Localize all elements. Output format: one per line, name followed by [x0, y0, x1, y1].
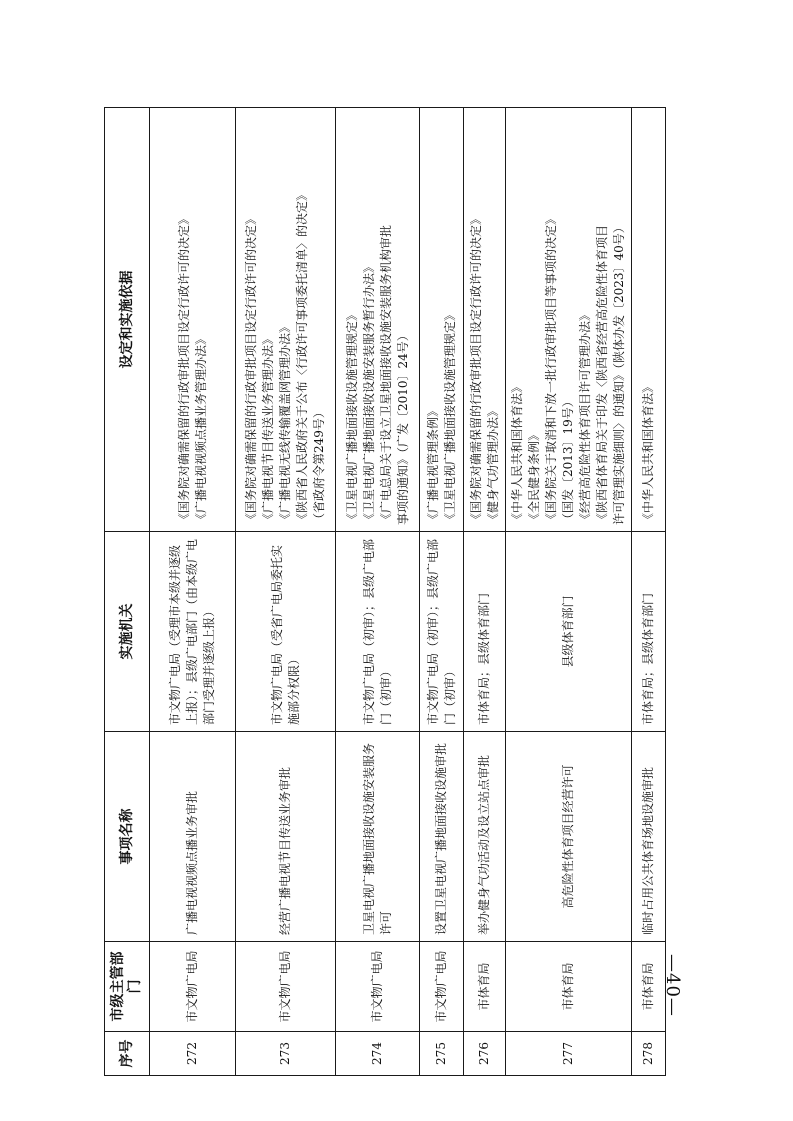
table-row	[236, 108, 336, 1076]
basis-line: 《健身气功管理办法》	[485, 404, 500, 525]
basis-line: 《卫星电视广播地面接收设施管理规定》	[442, 308, 457, 525]
header-dept: 市级主管部门	[105, 942, 150, 1032]
row-seq: 273	[236, 1032, 336, 1076]
row-seq: 275	[420, 1032, 464, 1076]
row-basis	[236, 108, 336, 532]
row-agency: 市文物广电局（初审）；县级广电部门（初审）	[336, 532, 420, 732]
row-item: 广播电视视频点播业务审批	[150, 732, 236, 942]
basis-line: 《国务院对确需保留的行政审批项目设定行政许可的决定》	[176, 212, 191, 525]
basis-line: 《中华人民共和国体育法》	[641, 380, 655, 525]
basis-line: 《国务院对确需保留的行政审批项目设定行政许可的决定》	[468, 212, 483, 525]
basis-line: 《全民健身条例》	[527, 428, 541, 525]
basis-line: 《国务院关于取消和下放一批行政审批项目等事项的决定》	[544, 212, 558, 525]
row-seq: 272	[150, 1032, 236, 1076]
row-agency: 市文物广电局（受省广电局委托实施部分权限）	[236, 532, 336, 732]
row-item: 临时占用公共体育场地设施审批	[632, 732, 666, 942]
table-row	[632, 108, 666, 1076]
header-item: 事项名称	[105, 732, 150, 942]
basis-line: 《广播电视无线传输覆盖网管理办法》	[278, 320, 292, 525]
row-dept: 市体育局	[464, 942, 506, 1032]
row-agency: 市体育局；县级体育部门	[464, 532, 506, 732]
row-basis	[506, 108, 632, 532]
row-basis	[464, 108, 506, 532]
row-dept: 市体育局	[506, 942, 632, 1032]
table-header-row	[105, 108, 150, 1076]
row-agency: 市体育局；县级体育部门	[632, 532, 666, 732]
row-dept: 市文物广电局	[420, 942, 464, 1032]
basis-line: 《国务院对确需保留的行政审批项目设定行政许可的决定》	[244, 212, 258, 525]
row-dept: 市文物广电局	[236, 942, 336, 1032]
basis-line: 《中华人民共和国体育法》	[510, 380, 524, 525]
basis-line: 《卫星电视广播地面接收设施管理规定》	[344, 308, 359, 525]
basis-line: 许可管理实施细则〉的通知》（陕体办发〔2023〕40号）	[612, 221, 626, 525]
basis-line: 《广播电视管理条例》	[425, 404, 440, 525]
row-item: 高危险性体育项目经营许可	[506, 732, 632, 942]
row-agency: 市文物广电局（受理市本级并逐级上报）；县级广电部门（由本级广电部门受理并逐级上报）	[150, 532, 236, 732]
basis-line: （省政府令第249号）	[312, 406, 326, 525]
basis-line: 《陕西省体育局关于印发〈陕西省经营高危险性体育项目	[595, 224, 609, 525]
basis-line: 《广播电视节目传送业务管理办法》	[261, 332, 275, 525]
basis-line: （国发〔2013〕19号）	[561, 395, 575, 525]
row-basis	[632, 108, 666, 532]
header-basis: 设定和实施依据	[105, 108, 150, 532]
table-row	[336, 108, 420, 1076]
row-dept: 市文物广电局	[150, 942, 236, 1032]
table-row	[420, 108, 464, 1076]
basis-line: 《经营高危险性体育项目许可管理办法》	[578, 308, 592, 525]
table-row	[150, 108, 236, 1076]
row-dept: 市文物广电局	[336, 942, 420, 1032]
basis-line: 《广电总局关于设立卫星地面接收设施安装服务机构审批	[378, 224, 393, 525]
row-basis	[420, 108, 464, 532]
rotated-table-wrapper	[104, 108, 664, 1076]
row-item: 设置卫星电视广播地面接收设施审批	[420, 732, 464, 942]
row-item: 卫星电视广播地面接收设施安装服务许可	[336, 732, 420, 942]
row-agency: 县级体育部门	[506, 532, 632, 732]
row-agency: 市文物广电局（初审）；县级广电部门（初审）	[420, 532, 464, 732]
row-basis	[150, 108, 236, 532]
basis-line: 事项的通知》（广发〔2010〕24号）	[395, 329, 410, 525]
header-agency: 实施机关	[105, 532, 150, 732]
row-dept: 市体育局	[632, 942, 666, 1032]
header-seq: 序号	[105, 1032, 150, 1076]
row-item: 举办健身气功活动及设立站点审批	[464, 732, 506, 942]
table-row	[464, 108, 506, 1076]
row-item: 经营广播电视节目传送业务审批	[236, 732, 336, 942]
basis-line: 《卫星电视广播地面接收设施安装服务暂行办法》	[361, 260, 376, 525]
approval-items-table	[104, 107, 666, 1076]
table-row	[506, 108, 632, 1076]
row-seq: 277	[506, 1032, 632, 1076]
basis-line: 《陕西省人民政府关于公布〈行政许可事项委托清单〉的决定》	[295, 188, 309, 525]
row-seq: 274	[336, 1032, 420, 1076]
row-basis	[336, 108, 420, 532]
row-seq: 278	[632, 1032, 666, 1076]
basis-line: 《广播电视视频点播业务管理办法》	[193, 332, 208, 525]
page-number: —40—	[662, 954, 683, 1017]
row-seq: 276	[464, 1032, 506, 1076]
